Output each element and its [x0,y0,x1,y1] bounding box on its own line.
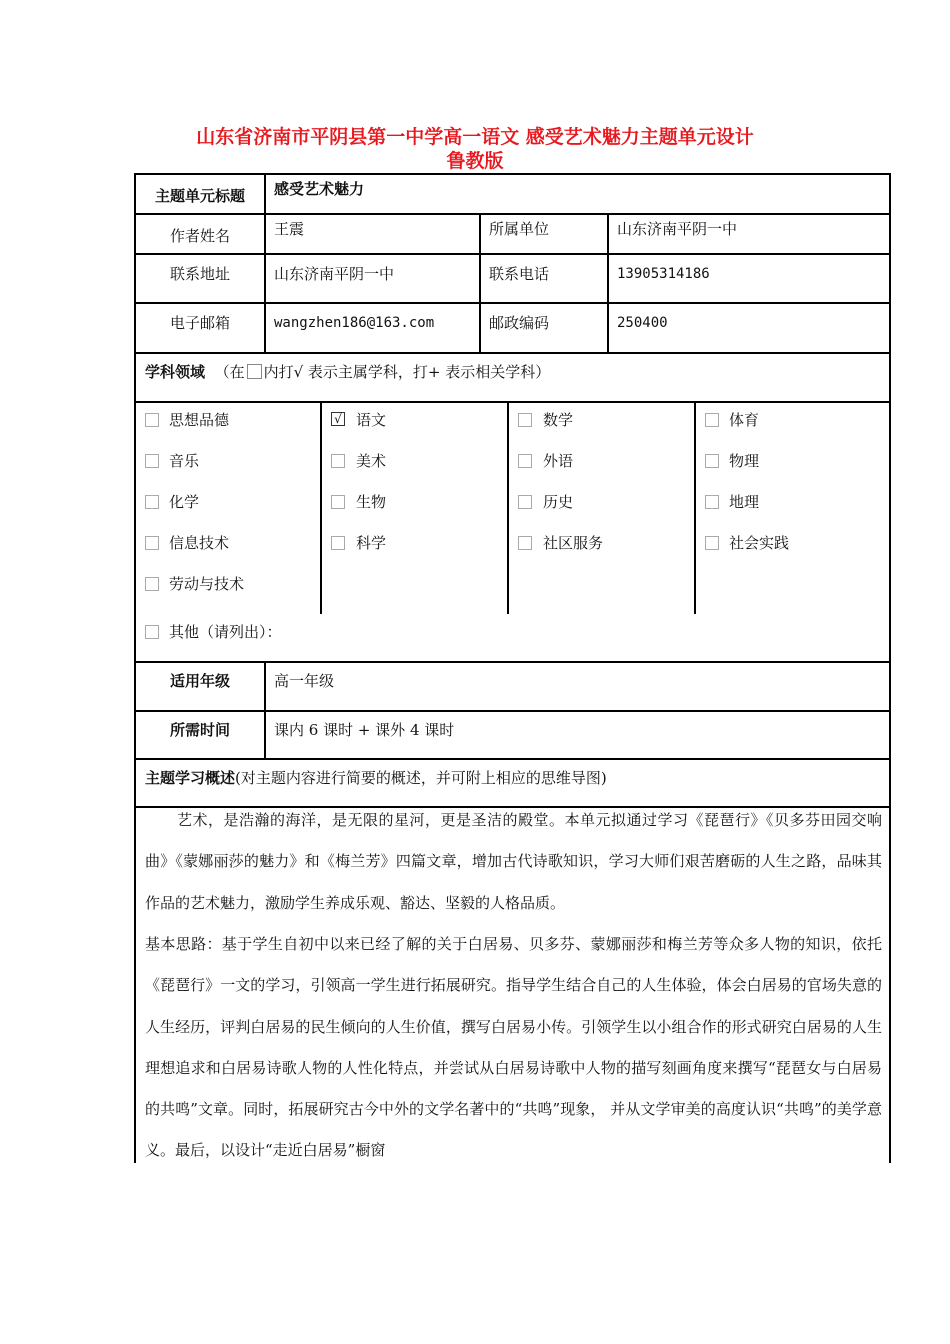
subject-item: 思想品德 [169,411,230,429]
checkbox-icon[interactable] [705,413,719,427]
subject-item: 语文 [356,411,387,429]
time-value: 课内 6 课时 + 课外 4 课时 [274,721,455,739]
overview-paragraph: 艺术，是浩瀚的海洋，是无限的星河，更是圣洁的殿堂。本单元拟通过学习《琵琶行》《贝多芬田园交响曲》《蒙娜丽莎的魅力》和《梅兰芳》四篇文章，增加古代诗歌知识，学习大师们艰苦磨砺的人生之路，品味其作品的艺术魅力，激励学生养成乐观、豁达、坚毅的人格品质。 [145,811,882,912]
unit-label: 所属单位 [489,220,550,238]
overview-paragraph: 基本思路：基于学生自初中以来已经了解的关于白居易、贝多芬、蒙娜丽莎和梅兰芳等众多人物的知识，依托《琵琶行》一文的学习，引领高一学生进行拓展研究。指导学生结合自己的人生体验，体会白居易的官场失意的人生经历，评判白居易的民生倾向的人生价值，撰写白居易小传。引领学生以小组合作的形式研究白居易的人生理想追求和白居易诗歌人物的人性化特点，并尝试从白居易诗歌中人物的描写刻画角度来撰写“琵琶女与白居易的共鸣”文章。同时，拓展研究古今中外的文学名著中的“共鸣”现象， 并从文学审美的高度认识“共鸣”的美学意义。最后，以设计“走近白居易”橱窗 [145,935,882,1160]
checkbox-icon[interactable] [518,536,532,550]
postcode-value: 250400 [617,315,668,331]
unit-title-value: 感受艺术魅力 [274,180,365,198]
address-value: 山东济南平阴一中 [274,265,395,283]
subject-item: 信息技术 [169,534,230,552]
checked-checkbox-icon[interactable]: √ [331,412,345,426]
address-label: 联系地址 [169,265,230,283]
subject-other: 其他（请列出）： [169,623,282,641]
subject-item: 生物 [356,493,387,511]
overview-label: 主题学习概述 [145,769,236,787]
checkbox-icon[interactable] [705,454,719,468]
checkbox-icon[interactable] [705,495,719,509]
document-subtitle: 鲁教版 [446,150,504,172]
subject-col-divider [507,401,509,614]
subject-item: 数学 [543,411,574,429]
checkbox-icon[interactable] [705,536,719,550]
row-divider [134,661,891,663]
checkbox-icon[interactable] [518,454,532,468]
subject-item: 社区服务 [543,534,604,552]
checkbox-icon[interactable] [518,413,532,427]
unit-value: 山东济南平阴一中 [617,220,738,238]
col-divider [264,173,266,353]
checkbox-icon[interactable] [145,454,159,468]
checkbox-icon[interactable] [145,625,159,639]
checkbox-icon[interactable] [331,536,345,550]
document-title: 山东省济南市平阴县第一中学高一语文 感受艺术魅力主题单元设计 [196,126,754,148]
row-divider [134,302,891,304]
subject-col-divider [694,401,696,614]
grade-label: 适用年级 [169,672,230,690]
phone-value: 13905314186 [617,266,710,282]
subject-item: 历史 [543,493,574,511]
checkbox-icon[interactable] [145,413,159,427]
overview-hint: (对主题内容进行简要的概述，并可附上相应的思维导图) [235,769,607,787]
subject-item: 美术 [356,452,387,470]
subject-item: 体育 [729,411,760,429]
checkbox-icon[interactable] [331,454,345,468]
row-divider [134,352,891,354]
subject-hint-post: 内打√ 表示主属学科，打+ 表示相关学科） [263,363,551,381]
checkbox-sample-icon [247,364,262,379]
subject-col-divider [320,401,322,614]
subject-item: 劳动与技术 [169,575,245,593]
phone-label: 联系电话 [489,265,550,283]
subject-item: 物理 [729,452,760,470]
col-divider [607,213,609,353]
subject-item: 科学 [356,534,387,552]
subject-label: 学科领域 [145,363,206,381]
author-label: 作者姓名 [169,227,230,245]
subject-item: 化学 [169,493,200,511]
postcode-label: 邮政编码 [489,314,550,332]
checkbox-icon[interactable] [145,577,159,591]
grade-value: 高一年级 [274,672,335,690]
subject-hint-pre: （在 [214,363,245,381]
checkbox-icon[interactable] [518,495,532,509]
subject-heading [145,362,550,382]
overview-heading [145,768,607,788]
col-divider [479,213,481,353]
col-divider [264,661,266,759]
row-divider [134,710,891,712]
checkbox-icon[interactable] [145,495,159,509]
author-value: 王震 [274,220,305,238]
subject-item: 音乐 [169,452,200,470]
subject-item: 社会实践 [729,534,790,552]
row-divider [134,253,891,255]
row-divider [134,213,891,215]
email-value: wangzhen186@163.com [274,315,435,331]
subject-item: 外语 [543,452,574,470]
checkbox-icon[interactable] [145,536,159,550]
row-divider [134,758,891,760]
time-label: 所需时间 [169,721,230,739]
checkbox-icon[interactable] [331,495,345,509]
row-divider [134,401,891,403]
unit-title-label: 主题单元标题 [154,187,245,205]
subject-item: 地理 [729,493,760,511]
email-label: 电子邮箱 [169,314,230,332]
